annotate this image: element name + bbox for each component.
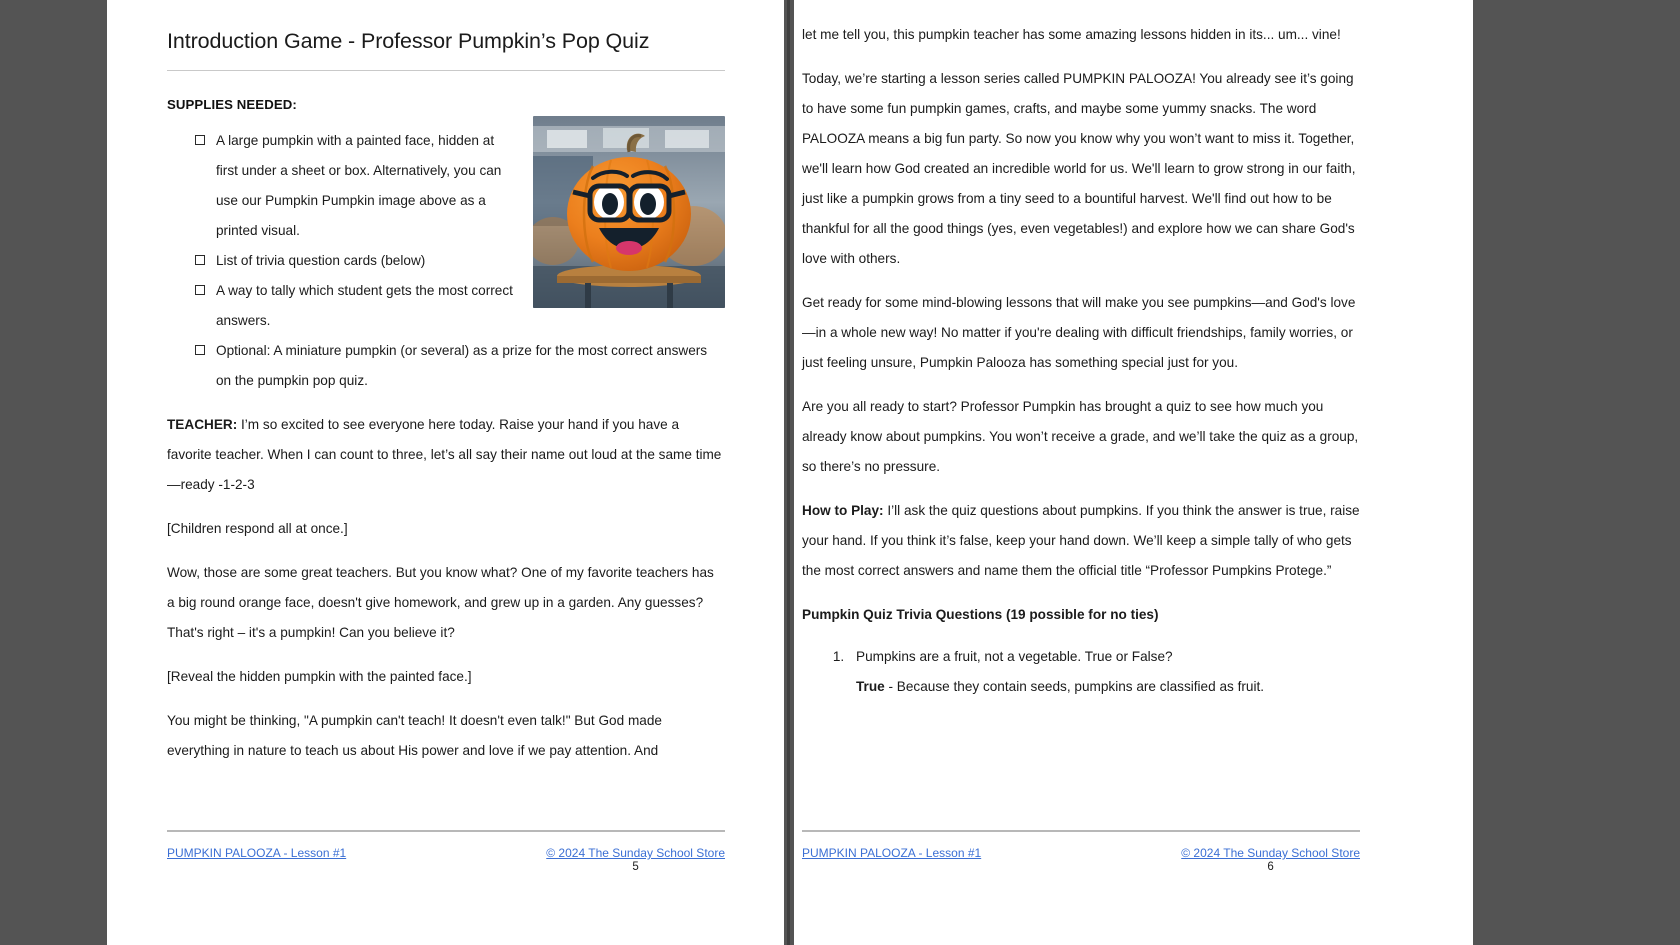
teacher-label: TEACHER: [167,416,238,432]
supplies-item-text: A large pumpkin with a painted face, hidden at first under a sheet or box. Alternatively, you can use our Pumpkin Pumpkin image above as a printed visual. [216,132,502,238]
how-to-play-label: How to Play: [802,503,884,518]
page-content-left [167,0,725,945]
stage-direction-children-respond: [Children respond all at once.] [167,520,348,536]
list-item[interactable] [195,126,725,246]
page-title: Introduction Game - Professor Pumpkin’s Pop Quiz [167,29,650,53]
supplies-item-text: A way to tally which student gets the most correct answers. [216,282,513,328]
page-number: 6 [1267,861,1274,873]
paragraph-great-teachers: Wow, those are some great teachers. But you know what? One of my favorite teachers has a big round orange face, doesn't give homework, and grew up in a garden. Any guesses? That's right – it's a pumpkin! Can you believe it? [167,564,714,640]
quiz-heading: Pumpkin Quiz Trivia Questions (19 possible for no ties) [802,607,1159,622]
paragraph-vine: let me tell you, this pumpkin teacher has some amazing lessons hidden in its... um... vine! [802,27,1341,42]
teacher-paragraph [167,410,725,500]
quiz-answer [856,672,1360,702]
how-to-play-paragraph [802,496,1360,586]
paragraph-pumpkin-palooza: Today, we’re starting a lesson series called PUMPKIN PALOOZA! You already see it’s going to have some fun pumpkin games, crafts, and maybe some yummy snacks. The word PALOOZA means a big fun party. So now you know why you won’t want to miss it. Together, we'll learn how God created an incredible world for us. We'll learn to grow strong in our faith, just like a pumpkin grows from a tiny seed to a bountiful harvest. We'll find out how to be thankful for all the good things (yes, even vegetables!) and explore how we can share God's love with others. [802,71,1356,266]
page-number: 5 [632,861,639,873]
title-divider [167,70,725,71]
paragraph-mind-blowing: Get ready for some mind-blowing lessons that will make you see pumpkins—and God's love—in a whole new way! No matter if you're dealing with difficult friendships, family worries, or just feeling unsure, Pumpkin Palooza has something special just for you. [802,295,1356,370]
footer-divider [167,830,725,832]
quiz-question-list [802,642,1360,702]
document-page-left[interactable] [107,0,784,945]
page-spread [107,0,1679,945]
footer-lesson-link[interactable]: PUMPKIN PALOOZA - Lesson #1 [167,846,347,860]
paragraph-ready-to-start: Are you all ready to start? Professor Pumpkin has brought a quiz to see how much you already know about pumpkins. You won’t receive a grade, and we’ll take the quiz as a group, so there’s no pressure. [802,399,1359,474]
page-footer-right [802,830,1360,873]
teacher-text: I’m so excited to see everyone here today. Raise your hand if you have a favorite teacher. When I can count to three, let’s all say their name out loud at the same time—ready -1-2-3 [167,416,722,492]
page-footer-left [167,830,725,873]
list-item[interactable] [195,246,725,276]
page-content-right [802,0,1360,945]
supplies-item-text: Optional: A miniature pumpkin (or several) as a prize for the most correct answers on the pumpkin pop quiz. [216,342,708,388]
checkbox-icon[interactable] [195,345,205,355]
quiz-answer-label: True [856,679,885,694]
footer-right-group [546,846,725,873]
quiz-question-text: Pumpkins are a fruit, not a vegetable. True or False? [856,649,1173,664]
list-item [848,642,1360,702]
checkbox-icon[interactable] [195,135,205,145]
footer-copyright-link[interactable]: © 2024 The Sunday School Store [546,846,725,860]
page-separator [784,0,794,945]
list-item[interactable] [195,336,725,396]
stage-direction-reveal-pumpkin: [Reveal the hidden pumpkin with the painted face.] [167,668,472,684]
quiz-answer-text: - Because they contain seeds, pumpkins are classified as fruit. [884,679,1265,694]
how-to-play-text: I’ll ask the quiz questions about pumpkins. If you think the answer is true, raise your hand. If you think it’s false, keep your hand down. We’ll keep a simple tally of who gets the most correct answers and name them the official title “Professor Pumpkins Protege.” [802,503,1360,578]
footer-divider [802,830,1360,832]
checkbox-icon[interactable] [195,285,205,295]
footer-right-group [1181,846,1360,873]
footer-lesson-link[interactable]: PUMPKIN PALOOZA - Lesson #1 [802,846,982,860]
supplies-list [167,126,725,396]
footer-copyright-link[interactable]: © 2024 The Sunday School Store [1181,846,1360,860]
supplies-item-text: List of trivia question cards (below) [216,252,426,268]
document-page-right[interactable] [794,0,1473,945]
checkbox-icon[interactable] [195,255,205,265]
paragraph-pumpkin-cant-teach: You might be thinking, "A pumpkin can't teach! It doesn't even talk!" But God made everything in nature to teach us about His power and love if we pay attention. And [167,712,662,758]
list-item[interactable] [195,276,725,336]
supplies-heading: SUPPLIES NEEDED: [167,96,297,112]
